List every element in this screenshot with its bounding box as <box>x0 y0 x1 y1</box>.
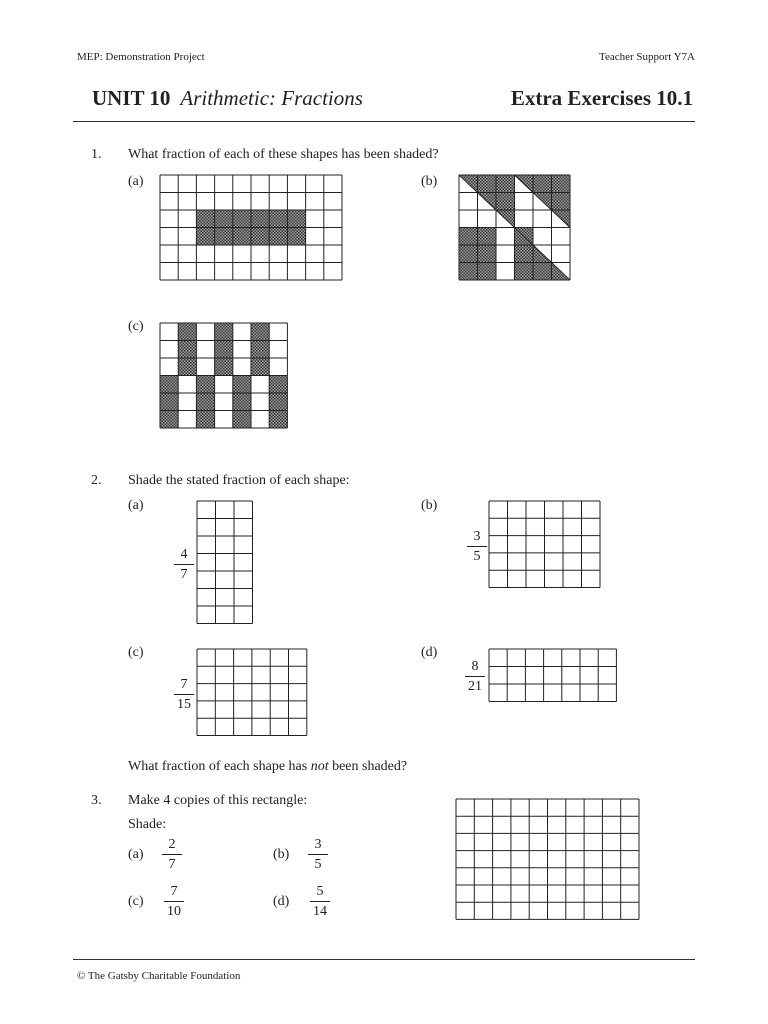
q3a-numerator: 2 <box>168 837 176 852</box>
q3-label-a: (a) <box>128 847 144 862</box>
shaded-cell <box>478 263 497 281</box>
shaded-cell <box>251 341 269 359</box>
exercise-title: Extra Exercises 10.1 <box>510 86 693 110</box>
shaded-cell <box>287 210 305 228</box>
q2a-grid <box>197 501 253 624</box>
q3-label-d: (d) <box>273 894 290 909</box>
shaded-cell <box>160 411 178 429</box>
shaded-cell <box>251 358 269 376</box>
q2c-grid <box>197 649 307 736</box>
shaded-cell <box>196 376 214 394</box>
q2-number: 2. <box>91 473 102 488</box>
q2-followup <box>128 759 407 775</box>
q2b-numerator: 3 <box>473 529 481 544</box>
q2a-denominator: 7 <box>180 567 188 582</box>
unit-topic: Arithmetic: Fractions <box>180 86 363 110</box>
q2a-fraction <box>172 546 196 583</box>
q3-shade-label: Shade: <box>128 817 167 832</box>
q2-label-a: (a) <box>128 498 144 513</box>
q3a-fraction <box>160 836 184 873</box>
shaded-cell <box>478 228 497 246</box>
q1-label-b: (b) <box>421 174 438 189</box>
shaded-cell <box>215 323 233 341</box>
q2b-fraction <box>465 528 489 565</box>
q2d-denominator: 21 <box>468 679 482 694</box>
footer-rule <box>73 959 695 960</box>
q2d-grid <box>489 649 617 702</box>
q3d-denominator: 14 <box>313 904 327 919</box>
header-rule <box>73 121 695 122</box>
shaded-cell <box>233 411 251 429</box>
q2c-denominator: 15 <box>177 697 191 712</box>
q3c-denominator: 10 <box>167 904 181 919</box>
q2a-numerator: 4 <box>180 547 188 562</box>
q3b-numerator: 3 <box>314 837 322 852</box>
shaded-cell <box>178 358 196 376</box>
q2-label-d: (d) <box>421 645 438 660</box>
shaded-cell <box>215 210 233 228</box>
q2c-numerator: 7 <box>180 677 188 692</box>
q2c-fraction <box>172 676 196 713</box>
q1-text: What fraction of each of these shapes has been shaded? <box>128 147 439 162</box>
footer-text: © The Gatsby Charitable Foundation <box>77 970 241 982</box>
shaded-cell <box>251 228 269 246</box>
shaded-cell <box>160 376 178 394</box>
q2b-grid <box>489 501 601 588</box>
q1c-grid <box>160 323 288 429</box>
shaded-cell <box>178 341 196 359</box>
shaded-cell <box>269 411 287 429</box>
shaded-cell <box>160 393 178 411</box>
q3b-denominator: 5 <box>314 857 322 872</box>
q2-label-b: (b) <box>421 498 438 513</box>
q1-label-c: (c) <box>128 319 144 334</box>
q1-label-a: (a) <box>128 174 144 189</box>
q3-number: 3. <box>91 793 102 808</box>
shaded-cell <box>269 376 287 394</box>
q3d-fraction <box>308 883 332 920</box>
q3c-numerator: 7 <box>170 884 178 899</box>
q3b-fraction <box>306 836 330 873</box>
q2-followup-pre: What fraction of each shape has <box>128 759 311 774</box>
shaded-cell <box>233 210 251 228</box>
shaded-cell <box>269 228 287 246</box>
shaded-cell <box>269 393 287 411</box>
shaded-cell <box>196 393 214 411</box>
unit-number: UNIT 10 <box>92 86 171 110</box>
q2d-numerator: 8 <box>471 659 479 674</box>
q3-rectangle-grid <box>456 799 640 920</box>
q2-followup-em: not <box>310 759 329 774</box>
q3c-fraction <box>162 883 186 920</box>
shaded-cell <box>251 323 269 341</box>
q3-label-c: (c) <box>128 894 144 909</box>
q1b-grid <box>459 175 571 281</box>
shaded-cell <box>233 393 251 411</box>
header-right: Teacher Support Y7A <box>599 51 695 63</box>
shaded-cell <box>233 228 251 246</box>
q3-text: Make 4 copies of this rectangle: <box>128 793 308 808</box>
shaded-cell <box>251 210 269 228</box>
q3a-denominator: 7 <box>168 857 176 872</box>
shaded-cell <box>269 210 287 228</box>
shaded-cell <box>178 323 196 341</box>
header-left: MEP: Demonstration Project <box>77 51 205 63</box>
shaded-cell <box>459 245 478 263</box>
unit-title <box>92 86 363 111</box>
q2b-denominator: 5 <box>473 549 481 564</box>
shaded-cell <box>196 411 214 429</box>
shaded-cell <box>215 358 233 376</box>
q1a-grid <box>160 175 344 281</box>
shaded-cell <box>287 228 305 246</box>
q1-number: 1. <box>91 147 102 162</box>
q3d-numerator: 5 <box>316 884 324 899</box>
shaded-cell <box>233 376 251 394</box>
q3-label-b: (b) <box>273 847 290 862</box>
q2-followup-post: been shaded? <box>328 759 408 774</box>
q2-text: Shade the stated fraction of each shape: <box>128 473 350 488</box>
q2d-fraction <box>463 658 487 695</box>
shaded-cell <box>196 210 214 228</box>
shaded-cell <box>215 228 233 246</box>
shaded-cell <box>478 245 497 263</box>
shaded-cell <box>459 263 478 281</box>
shaded-cell <box>215 341 233 359</box>
shaded-cell <box>459 228 478 246</box>
q2-label-c: (c) <box>128 645 144 660</box>
shaded-cell <box>196 228 214 246</box>
